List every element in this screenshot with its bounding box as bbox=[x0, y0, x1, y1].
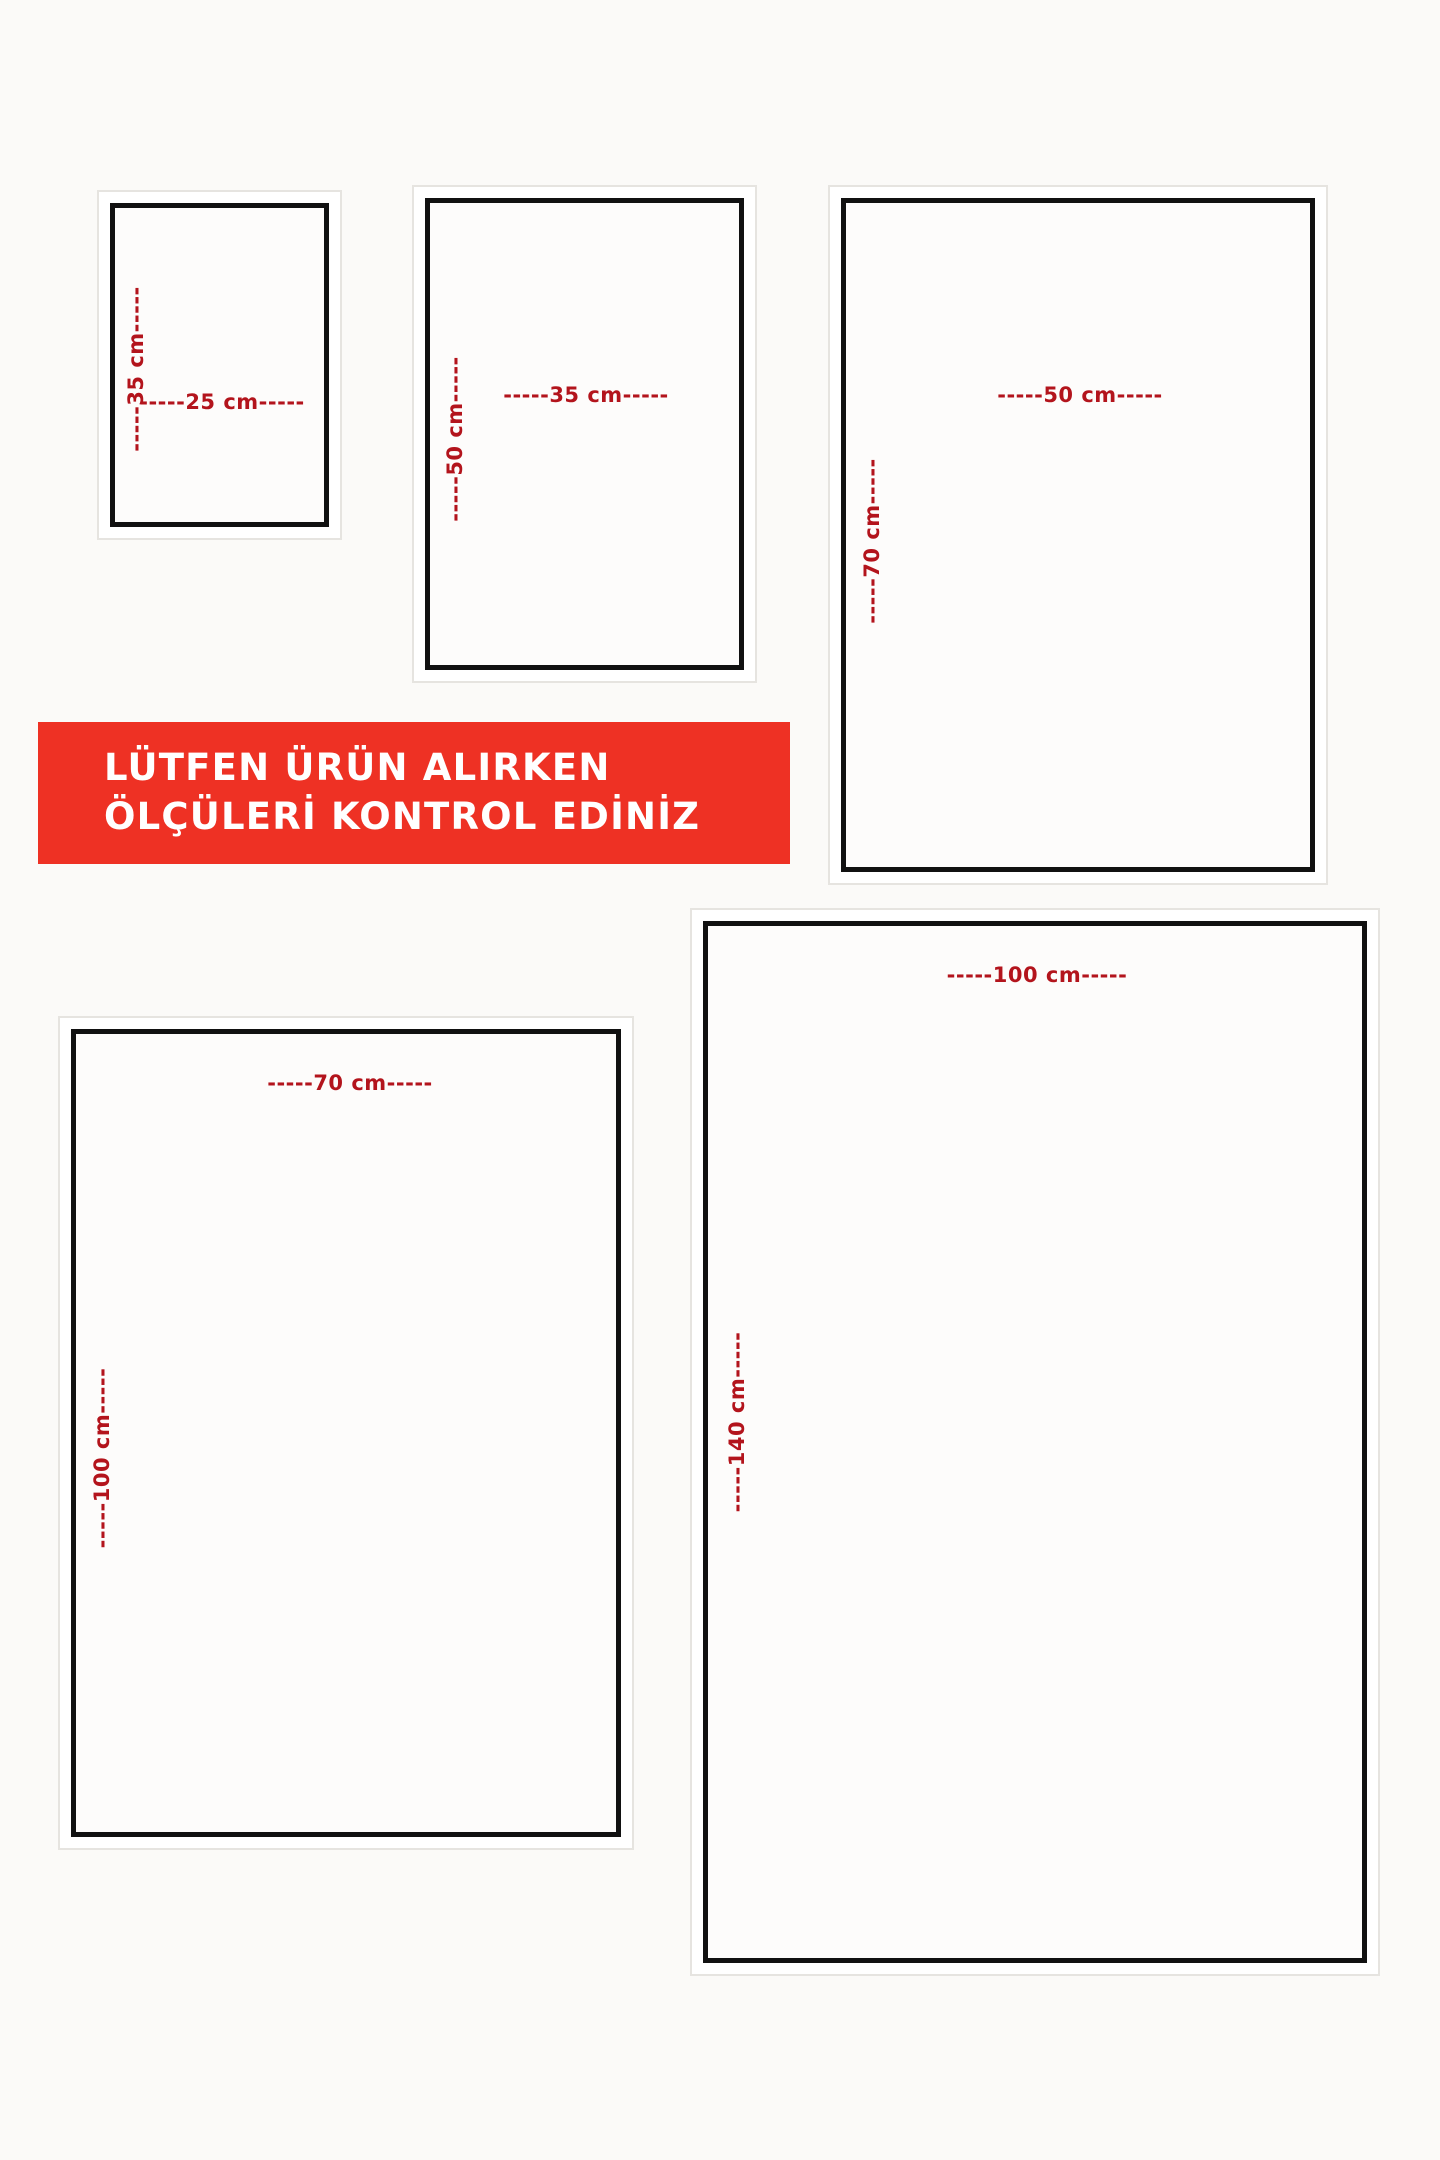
width-label-50x70: -----50 cm----- bbox=[997, 383, 1163, 407]
size-frame-70x100 bbox=[58, 1016, 634, 1850]
height-label-50x70: -----70 cm----- bbox=[860, 458, 884, 624]
frame-inner-border bbox=[425, 198, 744, 670]
size-frame-100x140 bbox=[690, 908, 1380, 1976]
height-label-25x35: -----35 cm----- bbox=[124, 286, 148, 452]
warning-line-2: ÖLÇÜLERİ KONTROL EDİNİZ bbox=[104, 795, 701, 838]
height-label-35x50: -----50 cm----- bbox=[443, 356, 467, 522]
size-frame-25x35 bbox=[97, 190, 342, 540]
width-label-70x100: -----70 cm----- bbox=[267, 1071, 433, 1095]
height-label-100x140: -----140 cm----- bbox=[725, 1331, 749, 1513]
width-label-35x50: -----35 cm----- bbox=[503, 383, 669, 407]
warning-banner bbox=[38, 722, 790, 864]
frame-inner-border bbox=[703, 921, 1367, 1963]
width-label-100x140: -----100 cm----- bbox=[946, 963, 1128, 987]
warning-line-1: LÜTFEN ÜRÜN ALIRKEN bbox=[104, 746, 611, 790]
size-frame-35x50 bbox=[412, 185, 757, 683]
height-label-70x100: -----100 cm----- bbox=[90, 1367, 114, 1549]
frame-inner-border bbox=[841, 198, 1315, 872]
frame-inner-border bbox=[71, 1029, 621, 1837]
size-frame-50x70 bbox=[828, 185, 1328, 885]
width-label-25x35: -----25 cm----- bbox=[139, 390, 305, 414]
